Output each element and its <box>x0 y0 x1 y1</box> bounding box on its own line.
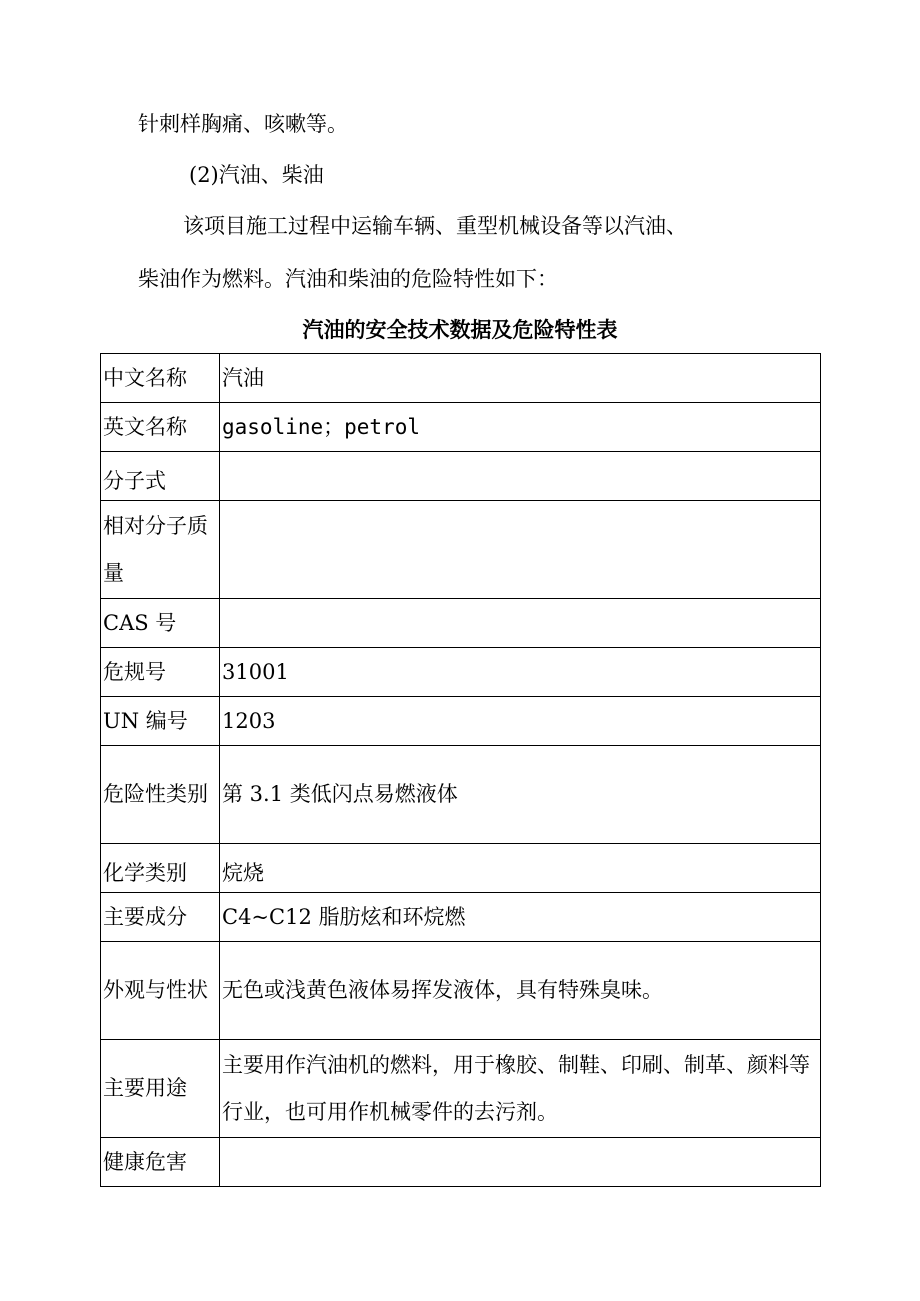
row-key: 主要成分 <box>101 893 220 942</box>
row-value <box>220 501 821 599</box>
table-row <box>101 354 821 403</box>
table-row <box>101 697 821 746</box>
row-value: 1203 <box>220 697 821 746</box>
row-key: 危险性类别 <box>101 746 220 844</box>
table-row <box>101 648 821 697</box>
row-value <box>220 1138 821 1187</box>
row-value <box>220 599 821 648</box>
table-row <box>101 942 821 1040</box>
paragraph-2-heading: (2)汽油、柴油 <box>189 163 324 187</box>
table-row <box>101 1138 821 1187</box>
row-key: 化学类别 <box>101 844 220 893</box>
table-title: 汽油的安全技术数据及危险特性表 <box>302 318 618 342</box>
table-row <box>101 746 821 844</box>
row-value: 主要用作汽油机的燃料，用于橡胶、制鞋、印刷、制革、颜料等行业，也可用作机械零件的去污剂。 <box>220 1040 821 1138</box>
paragraph-1: 针刺样胸痛、咳嗽等。 <box>138 112 348 136</box>
paragraph-3: 该项目施工过程中运输车辆、重型机械设备等以汽油、 <box>183 214 687 238</box>
table-row <box>101 599 821 648</box>
table-row <box>101 1040 821 1138</box>
gasoline-safety-table <box>100 353 821 1187</box>
row-key: 中文名称 <box>101 354 220 403</box>
row-key: CAS 号 <box>101 599 220 648</box>
row-value: 汽油 <box>220 354 821 403</box>
table-row <box>101 893 821 942</box>
row-value: 烷烧 <box>220 844 821 893</box>
row-value <box>220 452 821 501</box>
table-row <box>101 844 821 893</box>
table-row <box>101 501 821 599</box>
row-value: 31001 <box>220 648 821 697</box>
row-key: 健康危害 <box>101 1138 220 1187</box>
row-value: 第 3.1 类低闪点易燃液体 <box>220 746 821 844</box>
row-value: 无色或浅黄色液体易挥发液体，具有特殊臭味。 <box>220 942 821 1040</box>
row-key: 英文名称 <box>101 403 220 452</box>
row-key: 相对分子质量 <box>101 501 220 599</box>
row-value: C4~C12 脂肪炫和环烷燃 <box>220 893 821 942</box>
row-value: gasoline；petrol <box>220 403 821 452</box>
row-key: UN 编号 <box>101 697 220 746</box>
row-key: 危规号 <box>101 648 220 697</box>
paragraph-4: 柴油作为燃料。汽油和柴油的危险特性如下： <box>138 267 558 291</box>
row-key: 外观与性状 <box>101 942 220 1040</box>
table-row <box>101 403 821 452</box>
row-key: 分子式 <box>101 452 220 501</box>
table-row <box>101 452 821 501</box>
row-key: 主要用途 <box>101 1040 220 1138</box>
